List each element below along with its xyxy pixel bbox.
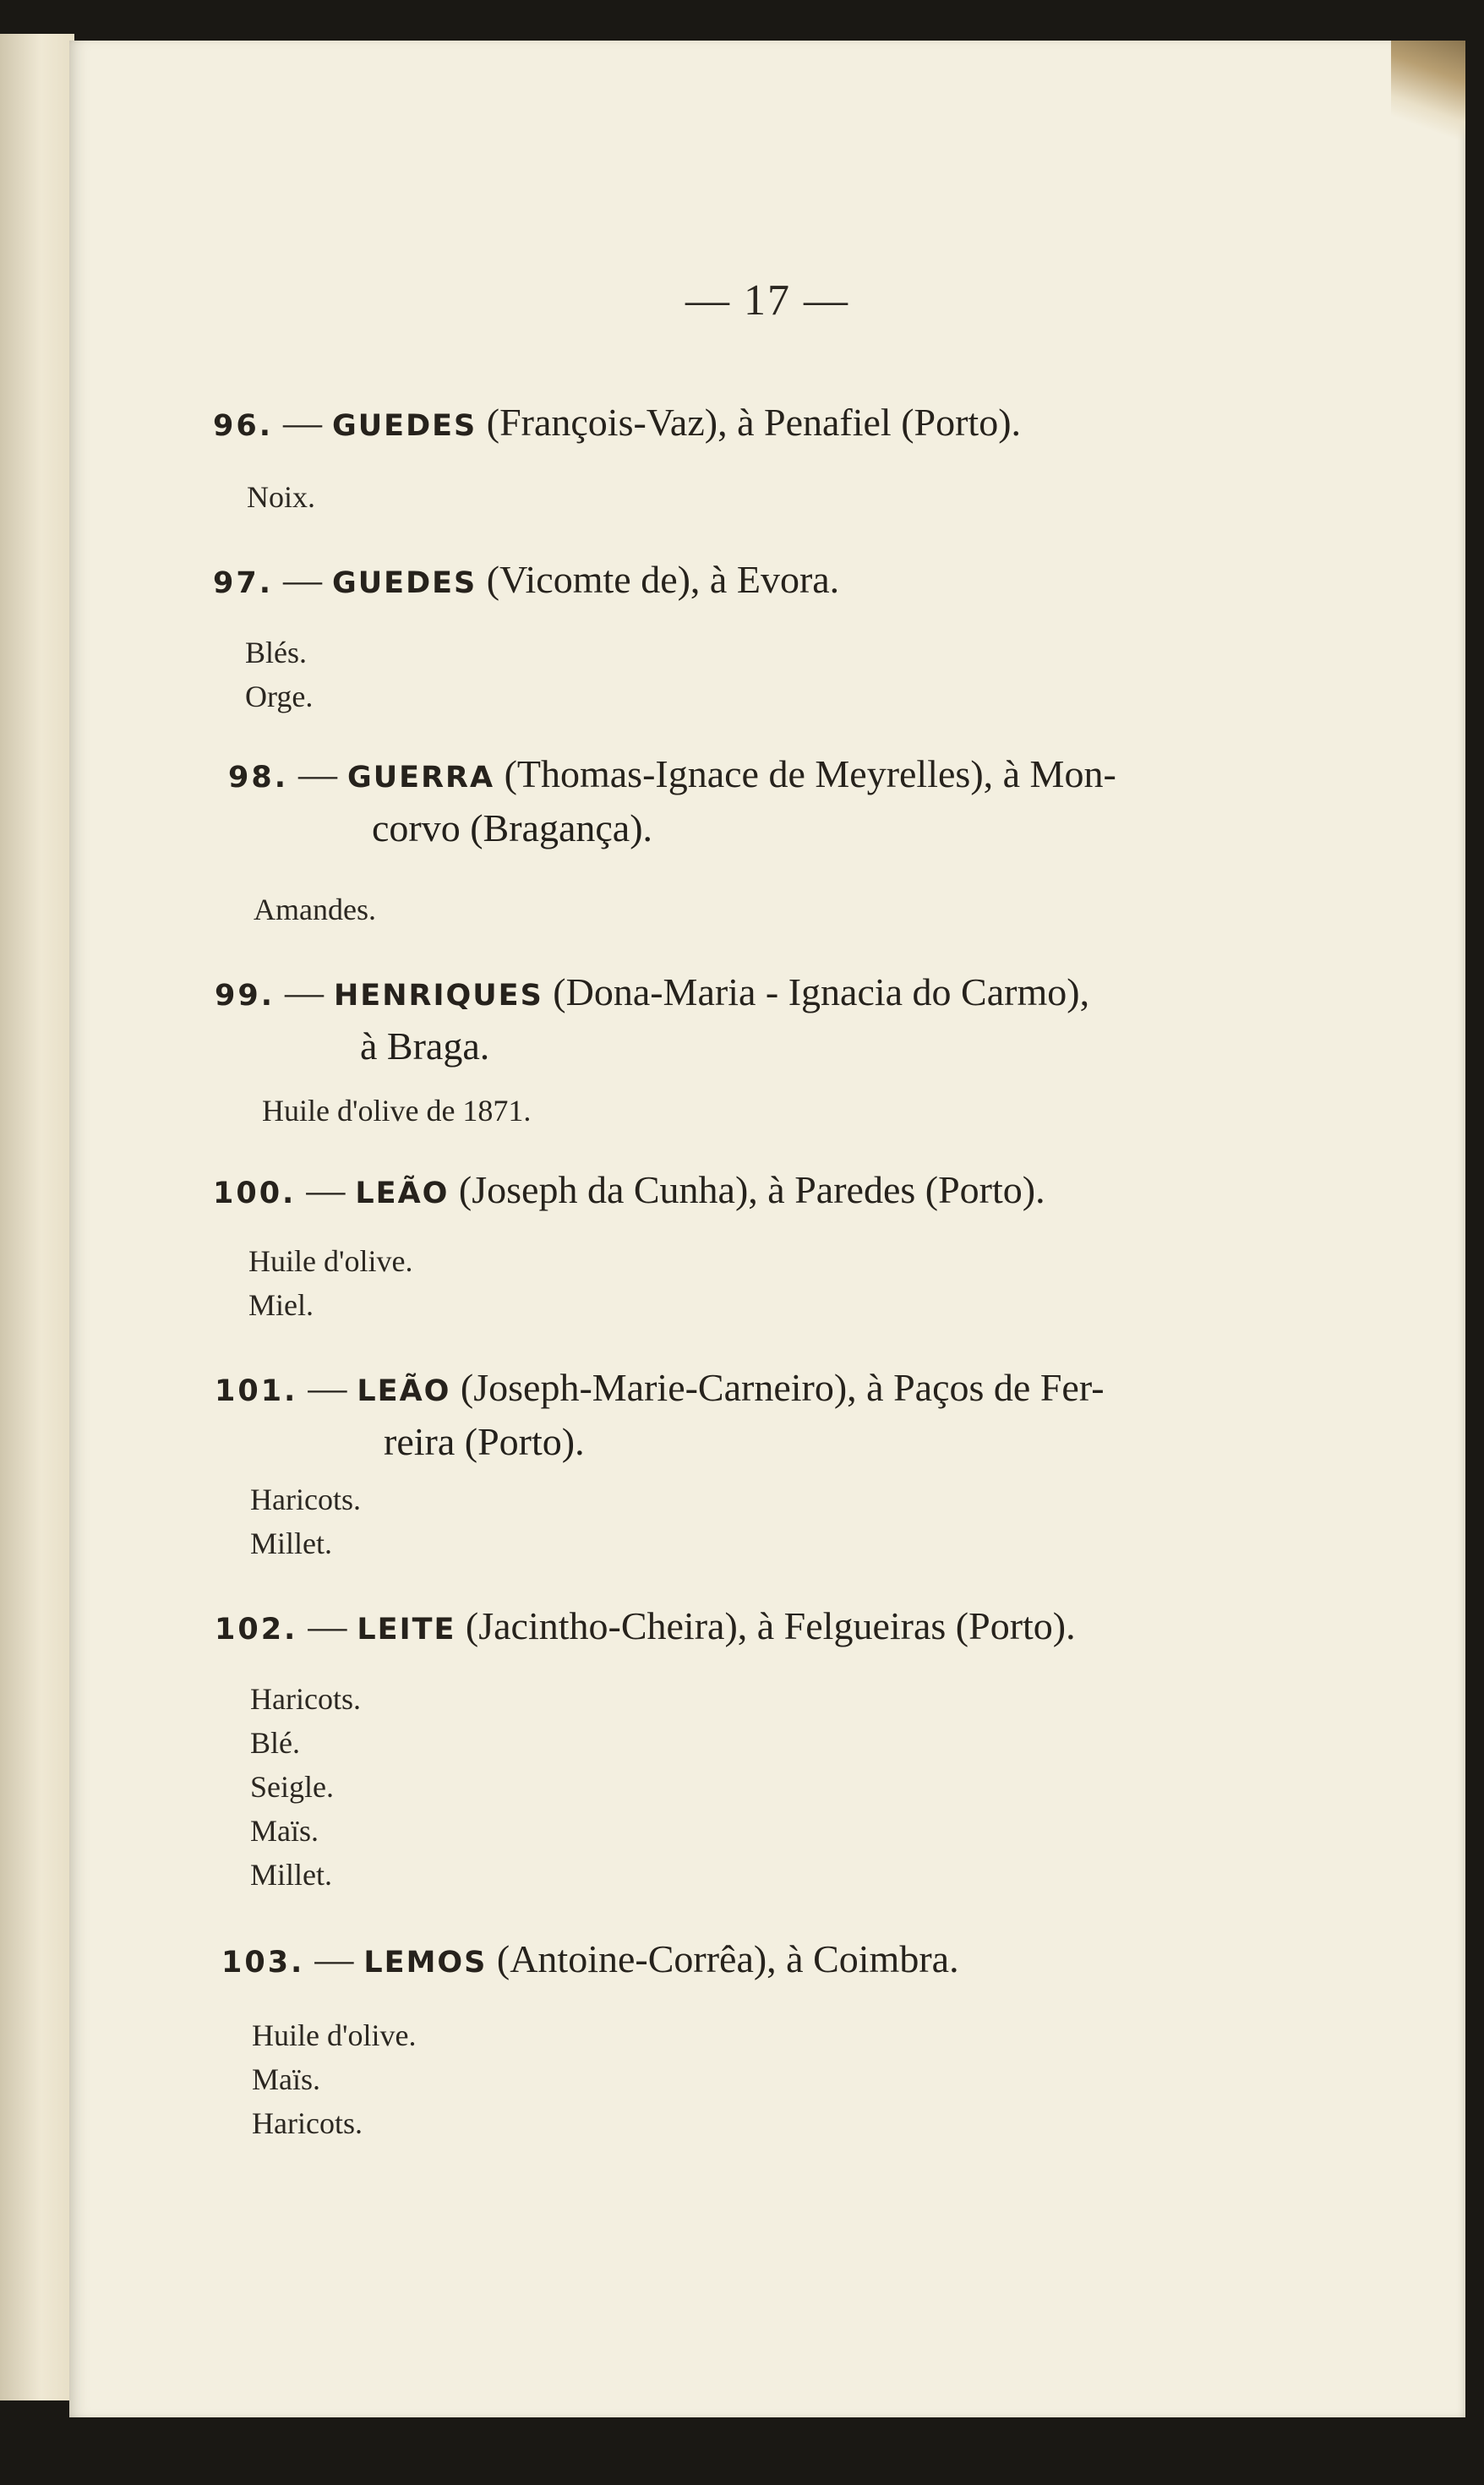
entry-name: GUERRA	[347, 761, 495, 795]
entry-heading	[221, 1934, 959, 1988]
product-item: Haricots.	[250, 1483, 361, 1516]
entry-96	[213, 397, 1021, 451]
entry-details: (Jacintho-Cheira), à Felgueiras (Porto).	[465, 1604, 1076, 1647]
book-spine-edge	[0, 34, 74, 2400]
entry-number: 100.	[213, 1177, 297, 1210]
entry-details: (Dona-Maria - Ignacia do Carmo),	[553, 970, 1090, 1013]
entry-dash: —	[308, 1604, 347, 1647]
product-item: Amandes.	[254, 893, 376, 926]
entry-dash: —	[285, 970, 325, 1013]
entry-details: (Joseph-Marie-Carneiro), à Paços de Fer-	[460, 1366, 1105, 1409]
entry-100	[213, 1165, 1045, 1219]
entry-heading	[213, 554, 839, 609]
product-item: Maïs.	[250, 1814, 319, 1848]
product-item: Blé.	[250, 1726, 300, 1760]
entry-99-products	[262, 1089, 531, 1133]
entry-101-products	[250, 1477, 361, 1565]
entry-continuation: corvo (Bragança).	[372, 806, 653, 849]
product-item: Huile d'olive.	[252, 2018, 417, 2052]
entry-dash: —	[283, 401, 323, 444]
product-item: Miel.	[248, 1288, 314, 1322]
entry-details: (François-Vaz), à Penafiel (Porto).	[486, 401, 1022, 444]
product-item: Maïs.	[252, 2062, 320, 2096]
entry-dash: —	[306, 1168, 346, 1211]
entry-97-products	[245, 631, 313, 718]
entry-details: (Antoine-Corrêa), à Coimbra.	[496, 1937, 959, 1980]
entry-103	[221, 1934, 959, 1988]
entry-name: GUEDES	[332, 409, 477, 443]
page-number: — 17 —	[685, 276, 849, 325]
entry-name: GUEDES	[332, 566, 477, 600]
entry-100-products	[248, 1239, 412, 1327]
entry-heading	[215, 967, 1089, 1021]
entry-name: LEITE	[357, 1613, 456, 1647]
product-item: Huile d'olive de 1871.	[262, 1094, 532, 1128]
entry-heading	[215, 1601, 1076, 1655]
product-item: Noix.	[247, 480, 315, 514]
entry-number: 103.	[221, 1946, 305, 1980]
entry-dash: —	[308, 1366, 347, 1409]
entry-number: 98.	[228, 761, 289, 795]
book-page	[69, 41, 1465, 2417]
entry-dash: —	[298, 752, 338, 795]
entry-name: HENRIQUES	[334, 979, 543, 1013]
entry-102	[215, 1601, 1076, 1655]
product-item: Huile d'olive.	[248, 1244, 413, 1278]
entry-99	[215, 967, 1089, 1072]
entry-number: 96.	[213, 409, 274, 443]
entry-heading	[213, 397, 1021, 451]
entry-name: LEÃO	[355, 1177, 450, 1210]
entry-heading	[228, 749, 1116, 803]
entry-102-products	[250, 1677, 361, 1897]
entry-number: 101.	[215, 1374, 298, 1408]
entry-number: 97.	[213, 566, 274, 600]
product-item: Seigle.	[250, 1770, 334, 1804]
product-item: Millet.	[250, 1526, 332, 1560]
entry-dash: —	[283, 558, 323, 601]
entry-name: LEMOS	[363, 1946, 488, 1980]
entry-103-products	[252, 2013, 416, 2145]
entry-98	[228, 749, 1116, 854]
entry-heading	[213, 1165, 1045, 1219]
entry-dash: —	[314, 1937, 354, 1980]
entry-details: (Thomas-Ignace de Meyrelles), à Mon-	[504, 752, 1116, 795]
product-item: Orge.	[245, 680, 314, 713]
product-item: Millet.	[250, 1858, 332, 1892]
product-item: Blés.	[245, 636, 308, 669]
entry-continuation: à Braga.	[360, 1024, 490, 1068]
entry-details: (Vicomte de), à Evora.	[486, 558, 840, 601]
entry-heading	[215, 1363, 1105, 1417]
entry-97	[213, 554, 839, 609]
entry-number: 102.	[215, 1613, 298, 1647]
entry-details: (Joseph da Cunha), à Paredes (Porto).	[458, 1168, 1045, 1211]
entry-continuation: reira (Porto).	[384, 1420, 585, 1463]
product-item: Haricots.	[252, 2106, 363, 2140]
entry-101	[215, 1363, 1105, 1467]
entry-number: 99.	[215, 979, 276, 1013]
product-item: Haricots.	[250, 1682, 361, 1716]
entry-98-products	[254, 888, 376, 931]
entry-96-products	[247, 475, 315, 519]
entry-name: LEÃO	[357, 1374, 451, 1408]
page-corner-fold	[1391, 41, 1465, 150]
